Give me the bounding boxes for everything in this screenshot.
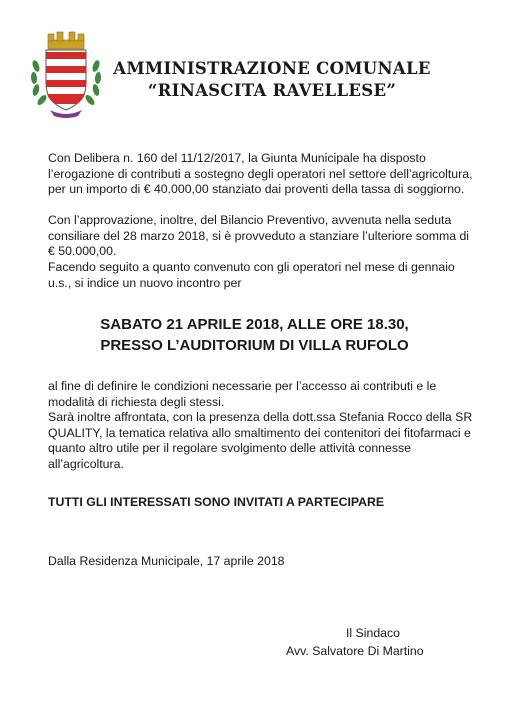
paragraph-finalita: al fine di definire le condizioni necessarie per l’accesso ai contributi e le modalità di richiesta degli stessi. (48, 379, 437, 409)
event-announcement (40, 314, 469, 356)
document-header (112, 58, 432, 102)
paragraph-delibera: Con Delibera n. 160 del 11/12/2017, la Giunta Municipale ha disposto l’erogazione di contributi a sostegno degli operatori nel settore dell’agricoltura, per un importo di € 40.000,00 stanziato dai proventi della tassa di soggiorno. (48, 151, 473, 197)
paragraph-bilancio: Con l’approvazione, inoltre, del Bilancio Preventivo, avvenuta nella seduta consiliare del 28 marzo 2018, si è provveduto a stanziare l’ulteriore somma di € 50.000,00. (48, 213, 470, 259)
signature-block (286, 624, 456, 660)
header-title: AMMINISTRAZIONE COMUNALE (113, 59, 431, 78)
ribbon (50, 110, 82, 118)
dateline: Dalla Residenza Municipale, 17 aprile 2018 (48, 554, 285, 568)
event-location: PRESSO L’AUDITORIUM DI VILLA RUFOLO (100, 337, 409, 354)
paragraph-incontro: Facendo seguito a quanto convenuto con gli operatori nel mese di gennaio u.s., si indice un nuovo incontro per (48, 260, 455, 290)
signature-role: Il Sindaco (345, 626, 400, 640)
crown (48, 32, 84, 49)
signature-name: Avv. Salvatore Di Martino (286, 644, 424, 658)
municipal-coat-of-arms-icon (28, 26, 104, 118)
invitation-text: TUTTI GLI INTERESSATI SONO INVITATI A PARTECIPARE (48, 495, 385, 509)
event-date: SABATO 21 APRILE 2018, ALLE ORE 18.30, (100, 316, 409, 333)
paragraph-tematica: Sarà inoltre affrontata, con la presenza della dott.ssa Stefania Rocco della SR QUALITY, la tematica relativa allo smaltimento dei contenitori dei fitofarmaci e quanto altro utile per il regolare svolgimento delle attività connesse all’agricoltura. (48, 410, 473, 471)
header-subtitle: “RINASCITA RAVELLESE” (147, 81, 397, 100)
